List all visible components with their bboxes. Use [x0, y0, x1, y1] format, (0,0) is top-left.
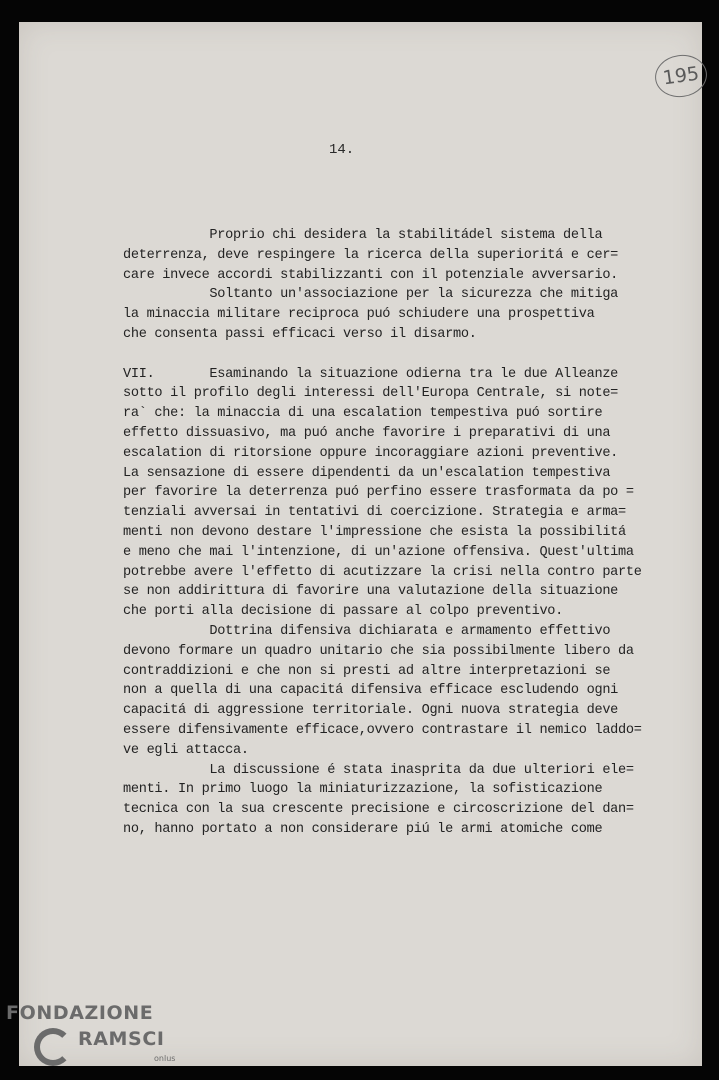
text-line: escalation di ritorsione oppure incoraggiare azioni preventive. — [123, 445, 619, 461]
text-line: potrebbe avere l'effetto di acutizzare la crisi nella contro parte — [123, 564, 642, 580]
page-number: 14. — [329, 142, 355, 158]
text-line: effetto dissuasivo, ma puó anche favorire i preparativi di una — [123, 425, 611, 441]
text-line: no, hanno portato a non considerare piú le armi atomiche come — [123, 821, 603, 837]
text-line: che consenta passi efficaci verso il disarmo. — [123, 326, 477, 342]
text-line: Proprio chi desidera la stabilitádel sistema della — [123, 228, 603, 243]
text-line: deterrenza, deve respingere la ricerca della superioritá e cer= — [123, 247, 619, 263]
text-line: se non addirittura di favorire una valutazione della situazione — [123, 584, 619, 600]
text-line: tenziali avversai in tentativi di coercizione. Strategia e arma= — [123, 505, 626, 521]
fondazione-gramsci-watermark — [6, 1002, 196, 1076]
watermark-line2: RAMSCI — [78, 1028, 165, 1050]
paragraph-gap — [123, 345, 663, 365]
text-line: menti non devono destare l'impressione che esista la possibilitá — [123, 524, 626, 540]
section-vii — [123, 365, 663, 840]
text-line: essere difensivamente efficace,ovvero contrastare il nemico laddo= — [123, 722, 642, 738]
text-line: menti. In primo luogo la miniaturizzazione, la sofisticazione — [123, 782, 603, 798]
paragraph-stability — [123, 226, 663, 345]
watermark-g-logo-icon — [34, 1028, 72, 1066]
text-line: La discussione é stata inasprita da due ulteriori ele= — [123, 762, 634, 778]
text-line: la minaccia militare reciproca puó schiudere una prospettiva — [123, 307, 595, 323]
text-line: che porti alla decisione di passare al colpo preventivo. — [123, 604, 564, 620]
text-line: non a quella di una capacitá difensiva efficace escludendo ogni — [123, 683, 619, 699]
text-line: La sensazione di essere dipendenti da un'escalation tempestiva — [123, 465, 611, 481]
text-line: care invece accordi stabilizzanti con il potenziale avversario. — [123, 267, 619, 283]
text-line: devono formare un quadro unitario che sia possibilmente libero da — [123, 643, 634, 659]
text-line: capacitá di aggressione territoriale. Ogni nuova strategia deve — [123, 703, 619, 719]
watermark-small-text: onlus — [154, 1054, 176, 1063]
text-line: tecnica con la sua crescente precisione e circoscrizione del dan= — [123, 802, 634, 818]
text-line: per favorire la deterrenza puó perfino essere trasformata da po = — [123, 485, 634, 501]
watermark-line1: FONDAZIONE — [6, 1002, 154, 1024]
text-line: Soltanto un'associazione per la sicurezza che mitiga — [123, 287, 619, 303]
text-line: ra` che: la minaccia di una escalation tempestiva puó sortire — [123, 406, 603, 422]
text-line: e meno che mai l'intenzione, di un'azione offensiva. Quest'ultima — [123, 544, 634, 560]
text-line: ve egli attacca. — [123, 742, 249, 758]
typed-text-body — [123, 226, 663, 840]
text-line: VII. Esaminando la situazione odierna tra le due Alleanze — [123, 366, 619, 382]
archive-number-stamp: 195 — [652, 52, 709, 101]
text-line: Dottrina difensiva dichiarata e armamento effettivo — [123, 623, 611, 639]
text-line: contraddizioni e che non si presti ad altre interpretazioni se — [123, 663, 611, 679]
text-line: sotto il profilo degli interessi dell'Europa Centrale, si note= — [123, 386, 619, 402]
